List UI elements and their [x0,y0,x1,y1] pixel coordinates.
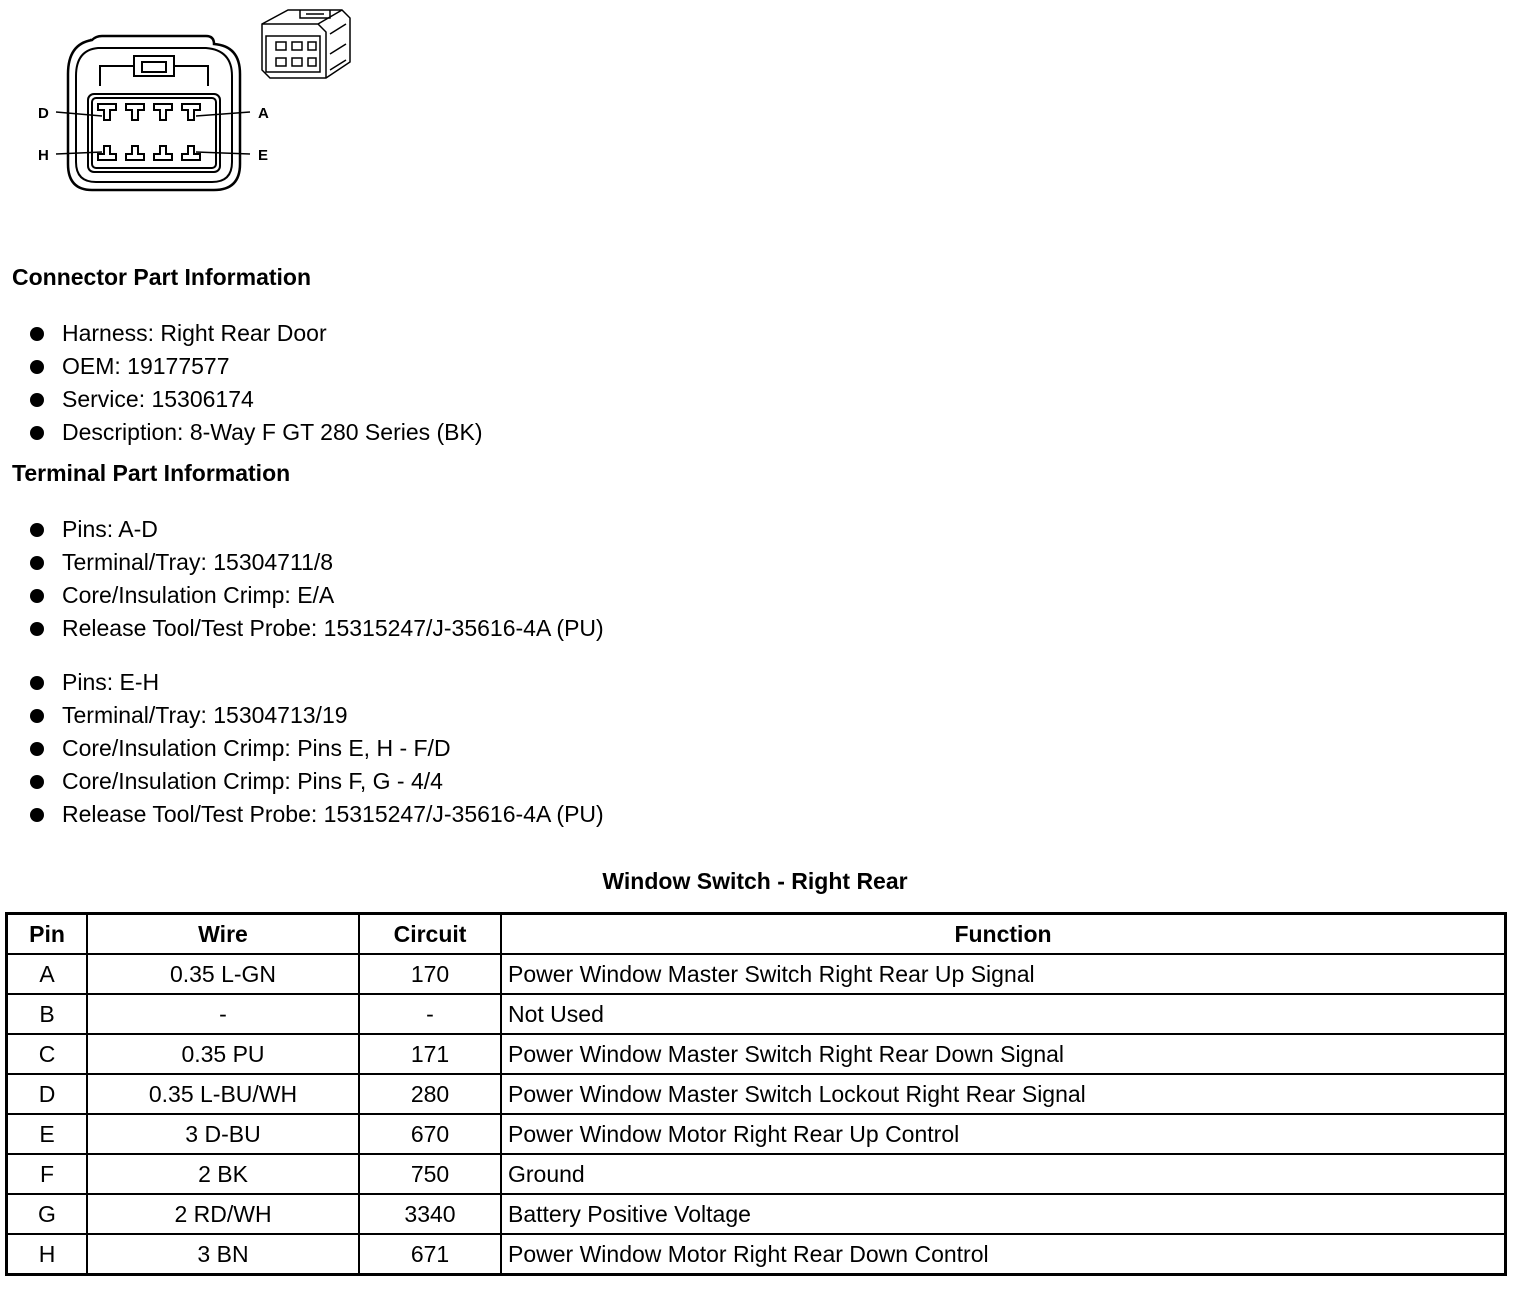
list-item: OEM: 19177577 [28,350,483,383]
pin-label-e: E [258,147,269,164]
list-item: Description: 8-Way F GT 280 Series (BK) [28,416,483,449]
list-item: Pins: E-H [28,666,604,699]
cell-pin: E [7,1114,88,1154]
pin-label-h: H [38,147,49,164]
cell-pin: D [7,1074,88,1114]
terminal-info-group2 [28,666,604,831]
bullet-icon [30,676,44,690]
bullet-icon [30,426,44,440]
header-wire: Wire [87,914,359,955]
cell-function: Power Window Motor Right Rear Down Control [501,1234,1506,1275]
cell-pin: G [7,1194,88,1234]
cell-function: Power Window Master Switch Right Rear Down Signal [501,1034,1506,1074]
cell-wire: - [87,994,359,1034]
list-item: Core/Insulation Crimp: E/A [28,579,604,612]
cell-function: Power Window Motor Right Rear Up Control [501,1114,1506,1154]
cell-wire: 2 RD/WH [87,1194,359,1234]
cell-circuit: 3340 [359,1194,501,1234]
cell-function: Battery Positive Voltage [501,1194,1506,1234]
connector-info-title: Connector Part Information [12,264,312,290]
table-row [7,1234,1506,1275]
cell-wire: 0.35 PU [87,1034,359,1074]
table-row [7,1154,1506,1194]
bullet-icon [30,523,44,537]
connector-diagram [30,4,370,200]
cell-pin: B [7,994,88,1034]
bullet-icon [30,589,44,603]
cell-circuit: 280 [359,1074,501,1114]
list-item: Release Tool/Test Probe: 15315247/J-35616-4A (PU) [28,798,604,831]
cell-circuit: 670 [359,1114,501,1154]
cell-function: Not Used [501,994,1506,1034]
header-circuit: Circuit [359,914,501,955]
cell-circuit: 750 [359,1154,501,1194]
bullet-icon [30,808,44,822]
cell-function: Power Window Master Switch Right Rear Up Signal [501,954,1506,994]
table-header-row [7,914,1506,955]
table-row [7,994,1506,1034]
connector-info-list [28,317,483,449]
table-title: Window Switch - Right Rear [602,868,908,894]
cell-wire: 0.35 L-GN [87,954,359,994]
bullet-icon [30,556,44,570]
bullet-icon [30,709,44,723]
list-item: Core/Insulation Crimp: Pins E, H - F/D [28,732,604,765]
table-row [7,1034,1506,1074]
cell-wire: 3 D-BU [87,1114,359,1154]
table-row [7,1074,1506,1114]
cell-function: Power Window Master Switch Lockout Right Rear Signal [501,1074,1506,1114]
table-row [7,954,1506,994]
cell-circuit: 171 [359,1034,501,1074]
terminal-info-title: Terminal Part Information [12,460,291,486]
list-item: Terminal/Tray: 15304711/8 [28,546,604,579]
table-row [7,1194,1506,1234]
cell-circuit: - [359,994,501,1034]
bullet-icon [30,622,44,636]
header-pin: Pin [7,914,88,955]
terminal-info-group1 [28,513,604,645]
cell-circuit: 671 [359,1234,501,1275]
bullet-icon [30,393,44,407]
cell-circuit: 170 [359,954,501,994]
bullet-icon [30,327,44,341]
bullet-icon [30,775,44,789]
pin-label-a: A [258,105,269,122]
list-item: Pins: A-D [28,513,604,546]
cell-pin: F [7,1154,88,1194]
bullet-icon [30,742,44,756]
cell-function: Ground [501,1154,1506,1194]
cell-pin: H [7,1234,88,1275]
cell-wire: 2 BK [87,1154,359,1194]
cell-pin: C [7,1034,88,1074]
list-item: Harness: Right Rear Door [28,317,483,350]
cell-wire: 0.35 L-BU/WH [87,1074,359,1114]
list-item: Service: 15306174 [28,383,483,416]
list-item: Release Tool/Test Probe: 15315247/J-35616-4A (PU) [28,612,604,645]
list-item: Terminal/Tray: 15304713/19 [28,699,604,732]
cell-wire: 3 BN [87,1234,359,1275]
table-row [7,1114,1506,1154]
header-function: Function [501,914,1506,955]
cell-pin: A [7,954,88,994]
pin-label-d: D [38,105,49,122]
list-item: Core/Insulation Crimp: Pins F, G - 4/4 [28,765,604,798]
bullet-icon [30,360,44,374]
pinout-table [5,912,1507,1276]
